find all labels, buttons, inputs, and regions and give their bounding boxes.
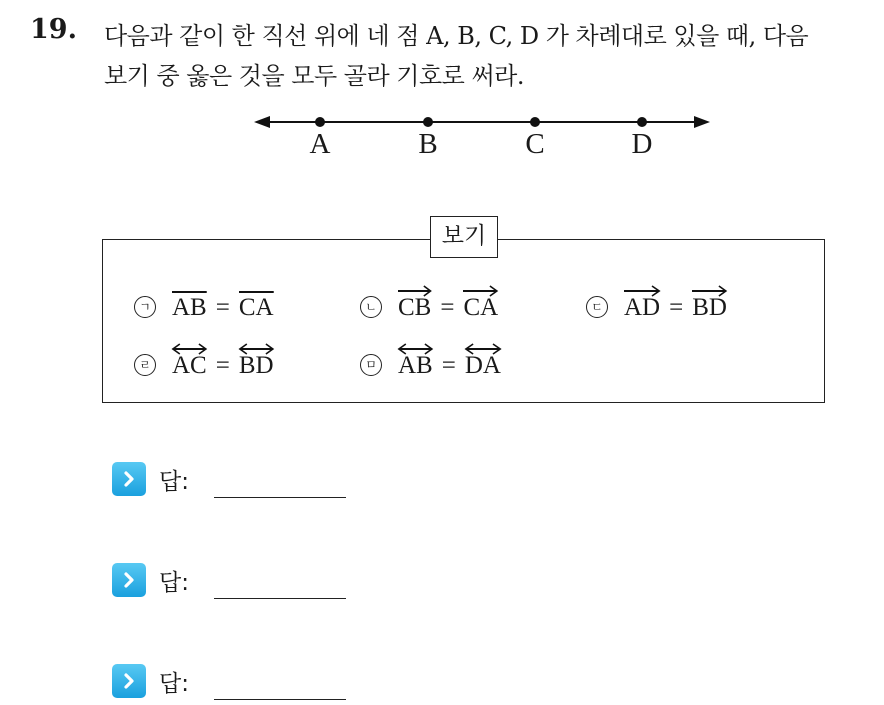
- bogi-item-4: [134, 342, 274, 380]
- number-line-figure: [250, 102, 720, 168]
- overline-icon: [172, 284, 207, 296]
- segment-ab: AB: [172, 284, 207, 322]
- point-b-dot: [423, 117, 433, 127]
- chevron-right-icon: [112, 664, 146, 698]
- ray-bd: BD: [692, 284, 727, 322]
- answer-row-3: [112, 664, 189, 698]
- marker-digeut: ㄷ: [586, 296, 608, 318]
- answer-label: 답:: [159, 468, 189, 495]
- line-bd: BD: [239, 342, 274, 380]
- marker-giyeok: ㄱ: [134, 296, 156, 318]
- point-label-a: A: [309, 128, 331, 160]
- answer-label: 답:: [159, 670, 189, 697]
- left-arrowhead: [254, 116, 270, 128]
- point-label-d: D: [631, 128, 653, 160]
- line-ac: AC: [172, 342, 207, 380]
- ray-arrow-icon: [398, 284, 431, 296]
- ray-arrow-icon: [624, 284, 660, 296]
- question-number: 19.: [30, 14, 77, 45]
- marker-nieun: ㄴ: [360, 296, 382, 318]
- point-label-c: C: [525, 128, 545, 160]
- double-arrow-icon: [172, 342, 207, 354]
- equals-sign: =: [441, 352, 456, 379]
- chevron-right-icon: [112, 563, 146, 597]
- double-arrow-icon: [465, 342, 501, 354]
- bogi-item-1: [134, 284, 274, 322]
- point-a-dot: [315, 117, 325, 127]
- equals-sign: =: [669, 294, 684, 321]
- right-arrowhead: [694, 116, 710, 128]
- ray-arrow-icon: [692, 284, 727, 296]
- line-da: DA: [465, 342, 501, 380]
- answer-blank[interactable]: [214, 497, 346, 498]
- point-d-dot: [637, 117, 647, 127]
- marker-rieul: ㄹ: [134, 354, 156, 376]
- equals-sign: =: [215, 352, 230, 379]
- answer-label: 답:: [159, 569, 189, 596]
- ray-cb: CB: [398, 284, 431, 322]
- question-text-line-1: 다음과 같이 한 직선 위에 네 점 A, B, C, D 가 차례대로 있을 때, 다음: [104, 22, 809, 50]
- chevron-right-icon: [112, 462, 146, 496]
- answer-row-2: [112, 563, 189, 597]
- ray-ca: CA: [463, 284, 498, 322]
- line-ab: AB: [398, 342, 433, 380]
- bogi-item-2: [360, 284, 498, 322]
- bogi-item-3: [586, 284, 727, 322]
- equals-sign: =: [440, 294, 455, 321]
- double-arrow-icon: [398, 342, 433, 354]
- equals-sign: =: [215, 294, 230, 321]
- double-arrow-icon: [239, 342, 274, 354]
- overline-icon: [239, 284, 274, 296]
- answer-blank[interactable]: [214, 699, 346, 700]
- ray-ad: AD: [624, 284, 660, 322]
- ray-arrow-icon: [463, 284, 498, 296]
- bogi-title: 보기: [430, 216, 498, 258]
- point-c-dot: [530, 117, 540, 127]
- segment-ca: CA: [239, 284, 274, 322]
- bogi-item-5: [360, 342, 501, 380]
- marker-mieum: ㅁ: [360, 354, 382, 376]
- answer-blank[interactable]: [214, 598, 346, 599]
- point-label-b: B: [418, 128, 438, 160]
- question-text-line-2: 보기 중 옳은 것을 모두 골라 기호로 써라.: [104, 62, 524, 90]
- answer-row-1: [112, 462, 189, 496]
